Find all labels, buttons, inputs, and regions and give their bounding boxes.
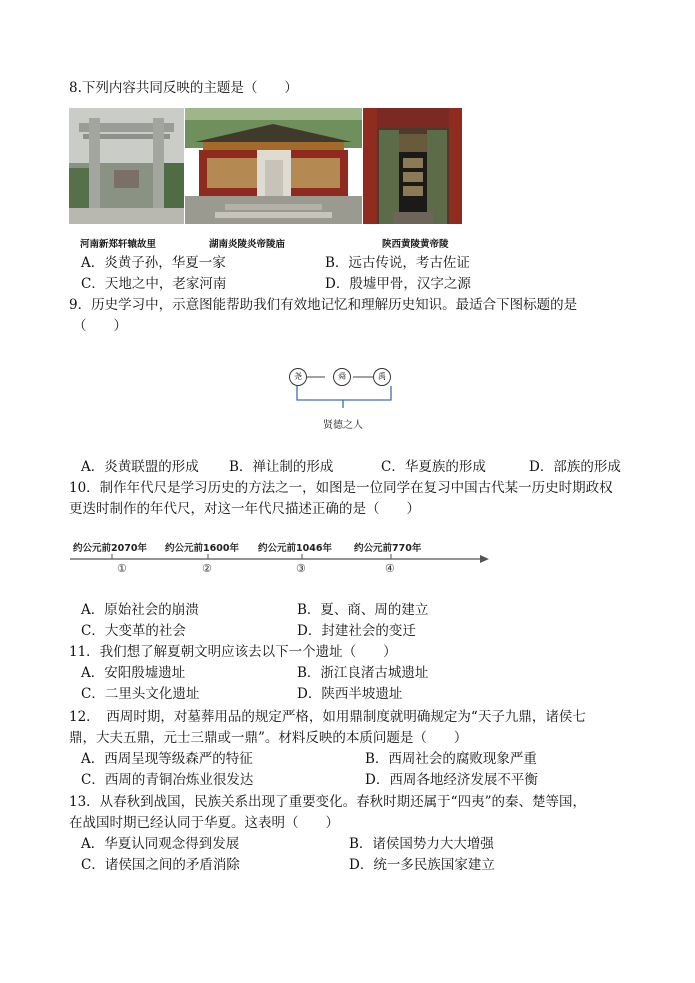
timeline-marker-1: ① — [117, 562, 127, 575]
q12-stem-line1: 12． 西周时期，对墓葬用品的规定严格，如用鼎制度就明确规定为“天子九鼎，诸侯七 — [69, 709, 586, 725]
q9-option-d[interactable]: D．部族的形成 — [529, 459, 621, 475]
q13-option-c[interactable]: C．诸侯国之间的矛盾消除 — [81, 857, 240, 873]
q12-stem-line2: 鼎，大夫五鼎，元士三鼎或一鼎”。材料反映的本质问题是（ ） — [69, 730, 468, 746]
q8-option-b[interactable]: B．远古传说，考古佐证 — [325, 255, 470, 271]
diagram-caption: 贤德之人 — [323, 420, 363, 431]
q10-stem-line2: 更迭时制作的年代尺，对这一年代尺描述正确的是（ ） — [69, 501, 420, 517]
q13-stem-line2: 在战国时期已经认同于华夏。这表明（ ） — [69, 815, 339, 831]
timeline-marker-3: ③ — [296, 562, 306, 575]
q11-option-a[interactable]: A．安阳殷墟遗址 — [81, 665, 186, 681]
q10-option-d[interactable]: D．封建社会的变迁 — [297, 623, 416, 639]
q9-option-c[interactable]: C．华夏族的形成 — [381, 459, 486, 475]
q12-option-a[interactable]: A．西周呈现等级森严的特征 — [81, 751, 253, 767]
q11-option-d[interactable]: D．陕西半坡遗址 — [297, 686, 403, 702]
q9-stem-line1: 9．历史学习中，示意图能帮助我们有效地记忆和理解历史知识。最适合下图标题的是 — [69, 297, 578, 313]
timeline-marker-4: ④ — [385, 562, 395, 575]
diagram-node-yao: 尧 — [289, 368, 307, 386]
q8-stem: 8.下列内容共同反映的主题是（ ） — [69, 80, 298, 96]
q12-option-d[interactable]: D．西周各地经济发展不平衡 — [365, 772, 538, 788]
q13-option-b[interactable]: B．诸侯国势力大大增强 — [349, 836, 494, 852]
q12-option-c[interactable]: C．西周的青铜冶炼业很发达 — [81, 772, 254, 788]
photo-caption-1: 河南新郑轩辕故里 — [80, 239, 157, 250]
q11-option-c[interactable]: C．二里头文化遗址 — [81, 686, 200, 702]
photo-caption-3: 陕西黄陵黄帝陵 — [382, 239, 449, 250]
q11-option-b[interactable]: B．浙江良渚古城遗址 — [297, 665, 429, 681]
q12-option-b[interactable]: B．西周社会的腐败现象严重 — [365, 751, 537, 767]
q10-option-a[interactable]: A．原始社会的崩溃 — [81, 602, 199, 618]
q13-option-a[interactable]: A．华夏认同观念得到发展 — [81, 836, 240, 852]
diagram-node-shun: 舜 — [333, 368, 351, 386]
timeline-label-1: 约公元前2070年 — [73, 543, 147, 554]
q9-option-b[interactable]: B．禅让制的形成 — [229, 459, 334, 475]
yandi-mausoleum-photo — [185, 108, 362, 224]
q8-option-d[interactable]: D．殷墟甲骨，汉字之源 — [325, 276, 471, 292]
q9-stem-line2: （ ） — [73, 318, 127, 334]
timeline-label-4: 约公元前770年 — [354, 543, 422, 554]
q13-stem-line1: 13．从春秋到战国，民族关系出现了重要变化。春秋时期还属于“四夷”的秦、楚等国， — [69, 794, 586, 810]
timeline-label-3: 约公元前1046年 — [258, 543, 332, 554]
q8-option-a[interactable]: A．炎黄子孙，华夏一家 — [81, 255, 226, 271]
diagram-node-yu: 禹 — [373, 368, 391, 386]
timeline-label-2: 约公元前1600年 — [165, 543, 239, 554]
timeline-axis — [70, 552, 490, 566]
q9-option-a[interactable]: A．炎黄联盟的形成 — [81, 459, 199, 475]
q10-option-c[interactable]: C．大变革的社会 — [81, 623, 186, 639]
q13-option-d[interactable]: D．统一多民族国家建立 — [349, 857, 495, 873]
q10-stem-line1: 10．制作年代尺是学习历史的方法之一，如图是一位同学在复习中国古代某一历史时期政权 — [69, 480, 613, 496]
xuanyuan-ruins-photo — [69, 108, 184, 224]
timeline-marker-2: ② — [202, 562, 212, 575]
huangdi-mausoleum-photo — [363, 108, 462, 224]
q10-option-b[interactable]: B．夏、商、周的建立 — [297, 602, 429, 618]
q11-stem: 11．我们想了解夏朝文明应该去以下一个遗址（ ） — [69, 644, 397, 660]
q8-option-c[interactable]: C．天地之中，老家河南 — [81, 276, 227, 292]
photo-caption-2: 湖南炎陵炎帝陵庙 — [209, 239, 286, 250]
